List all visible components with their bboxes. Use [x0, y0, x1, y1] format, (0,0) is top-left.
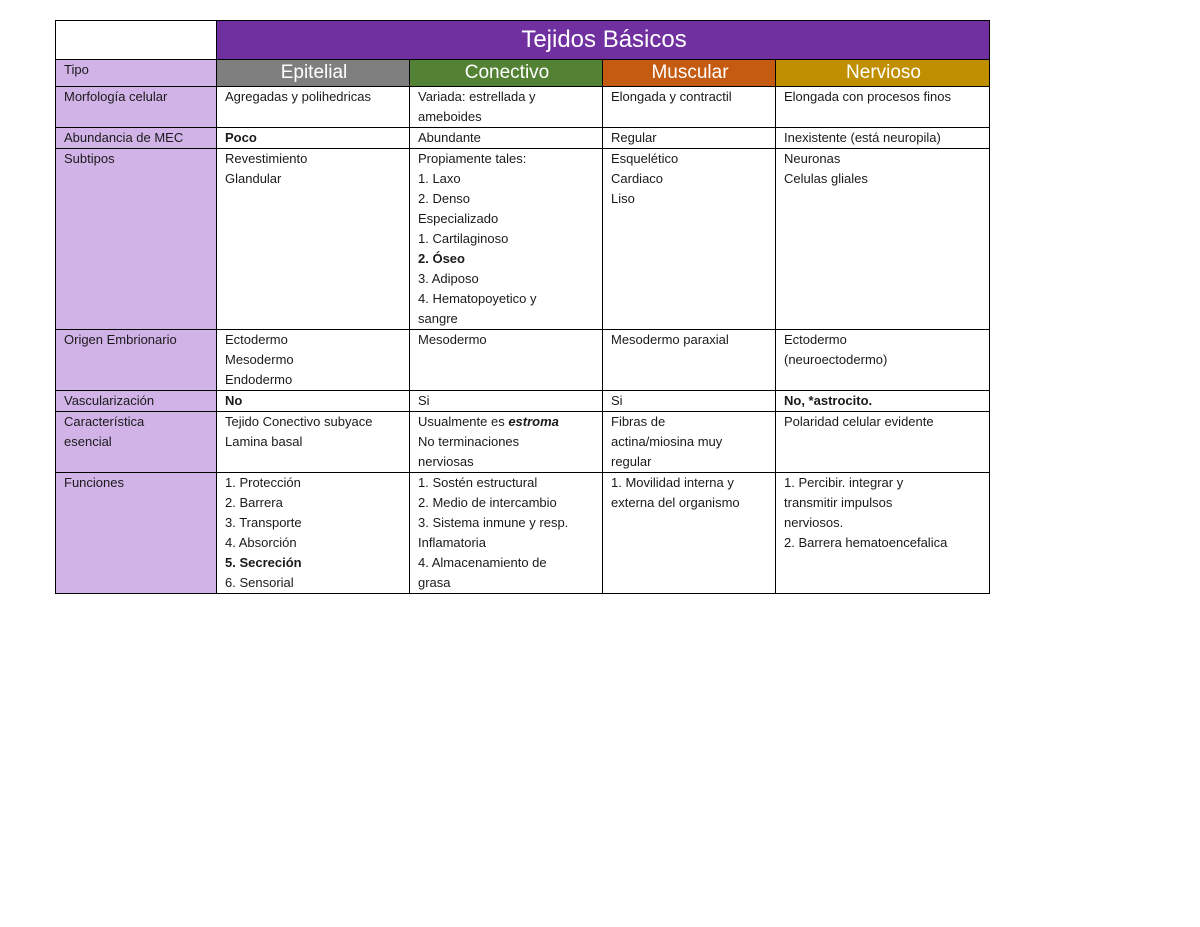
column-header-muscular: Muscular: [603, 60, 776, 87]
cell-line: Inflamatoria: [418, 535, 486, 550]
cell-line: 2. Óseo: [418, 251, 465, 266]
cell-morfologia-epitelial: [217, 87, 410, 128]
table-row: [56, 412, 990, 473]
cell-line: Glandular: [225, 171, 282, 186]
cell-funciones-nervioso: [776, 473, 990, 594]
cell-funciones-muscular: [603, 473, 776, 594]
cell-line: sangre: [418, 311, 458, 326]
cell-line: externa del organismo: [611, 495, 740, 510]
cell-line: Elongada con procesos finos: [784, 89, 951, 104]
row-label-vascularizacion: Vascularización: [56, 391, 217, 412]
cell-morfologia-nervioso: [776, 87, 990, 128]
table-title: Tejidos Básicos: [217, 21, 990, 60]
cell-line: Tejido Conectivo subyace: [225, 414, 373, 429]
cell-line: nerviosas: [418, 454, 474, 469]
cell-vasc-conectivo: [410, 391, 603, 412]
cell-subtipos-epitelial: [217, 149, 410, 330]
cell-funciones-conectivo: [410, 473, 603, 594]
row-label-funciones: Funciones: [56, 473, 217, 594]
cell-line: 6. Sensorial: [225, 575, 294, 590]
cell-line: 3. Adiposo: [418, 271, 479, 286]
cell-line: Ectodermo: [225, 332, 288, 347]
cell-line: Mesodermo: [418, 332, 487, 347]
cell-line: 1. Protección: [225, 475, 301, 490]
cell-line: No, *astrocito.: [784, 393, 873, 408]
row-label-subtipos: Subtipos: [56, 149, 217, 330]
cell-line: Revestimiento: [225, 151, 308, 166]
cell-mec-conectivo: [410, 128, 603, 149]
cell-line: No: [225, 393, 243, 408]
cell-line: Especializado: [418, 211, 499, 226]
cell-origen-nervioso: [776, 330, 990, 391]
cell-line: [418, 412, 596, 432]
row-label-origen: Origen Embrionario: [56, 330, 217, 391]
cell-caract-muscular: [603, 412, 776, 473]
cell-caract-conectivo: [410, 412, 603, 473]
table-row: [56, 128, 990, 149]
cell-line: Mesodermo paraxial: [611, 332, 729, 347]
cell-origen-muscular: [603, 330, 776, 391]
table-row: [56, 473, 990, 594]
cell-line: 5. Secreción: [225, 555, 302, 570]
cell-morfologia-muscular: [603, 87, 776, 128]
row-label-line: Característica: [64, 414, 145, 429]
column-header-nervioso: Nervioso: [776, 60, 990, 87]
cell-line: (neuroectodermo): [784, 352, 888, 367]
corner-cell: [56, 21, 217, 60]
cell-vasc-epitelial: [217, 391, 410, 412]
cell-caract-nervioso: [776, 412, 990, 473]
title-row: [56, 21, 990, 60]
cell-line: Agregadas y polihedricas: [225, 89, 371, 104]
row-label-abundancia-mec: Abundancia de MEC: [56, 128, 217, 149]
column-header-epitelial: Epitelial: [217, 60, 410, 87]
cell-line: grasa: [418, 575, 451, 590]
cell-line: actina/miosina muy: [611, 434, 723, 449]
emphasis-text: estroma: [508, 414, 559, 429]
cell-line: Variada: estrellada y: [418, 89, 536, 104]
cell-line: regular: [611, 454, 652, 469]
cell-mec-nervioso: [776, 128, 990, 149]
cell-line: 1. Sostén estructural: [418, 475, 538, 490]
cell-line: Abundante: [418, 130, 481, 145]
cell-line: Lamina basal: [225, 434, 303, 449]
table-row: [56, 87, 990, 128]
cell-line: Inexistente (está neuropila): [784, 130, 941, 145]
tejidos-table: [55, 20, 990, 594]
row-label-tipo: Tipo: [56, 60, 217, 87]
cell-line: Poco: [225, 130, 257, 145]
cell-line: 2. Barrera hematoencefalica: [784, 535, 948, 550]
cell-line: Fibras de: [611, 414, 666, 429]
table-row: [56, 391, 990, 412]
cell-line: 2. Denso: [418, 191, 471, 206]
row-label-morfologia: Morfología celular: [56, 87, 217, 128]
row-label-caracteristica: [56, 412, 217, 473]
cell-vasc-nervioso: [776, 391, 990, 412]
cell-line: Si: [611, 393, 623, 408]
cell-line: Cardiaco: [611, 171, 664, 186]
cell-morfologia-conectivo: [410, 87, 603, 128]
cell-line: Mesodermo: [225, 352, 294, 367]
cell-line: 2. Barrera: [225, 495, 283, 510]
cell-line: Celulas gliales: [784, 171, 868, 186]
cell-line: 3. Sistema inmune y resp.: [418, 515, 569, 530]
cell-subtipos-muscular: [603, 149, 776, 330]
column-header-conectivo: Conectivo: [410, 60, 603, 87]
cell-line: 2. Medio de intercambio: [418, 495, 557, 510]
cell-origen-conectivo: [410, 330, 603, 391]
cell-line: ameboides: [418, 109, 482, 124]
type-row: [56, 60, 990, 87]
cell-funciones-epitelial: [217, 473, 410, 594]
cell-vasc-muscular: [603, 391, 776, 412]
cell-text: Usualmente es: [418, 414, 509, 429]
cell-subtipos-nervioso: [776, 149, 990, 330]
cell-line: 4. Absorción: [225, 535, 297, 550]
cell-line: 1. Cartilaginoso: [418, 231, 509, 246]
cell-caract-epitelial: [217, 412, 410, 473]
row-label-line: esencial: [64, 434, 112, 449]
cell-line: nerviosos.: [784, 515, 844, 530]
cell-line: No terminaciones: [418, 434, 520, 449]
cell-subtipos-conectivo: [410, 149, 603, 330]
cell-line: Liso: [611, 191, 635, 206]
cell-line: Esquelético: [611, 151, 679, 166]
cell-line: transmitir impulsos: [784, 495, 893, 510]
cell-line: 1. Percibir. integrar y: [784, 475, 904, 490]
cell-line: Si: [418, 393, 430, 408]
cell-line: Polaridad celular evidente: [784, 414, 934, 429]
cell-mec-epitelial: [217, 128, 410, 149]
cell-line: Neuronas: [784, 151, 841, 166]
cell-line: Ectodermo: [784, 332, 847, 347]
cell-line: Endodermo: [225, 372, 293, 387]
cell-line: 4. Almacenamiento de: [418, 555, 547, 570]
cell-line: Propiamente tales:: [418, 151, 527, 166]
cell-line: 4. Hematopoyetico y: [418, 291, 537, 306]
cell-line: 1. Movilidad interna y: [611, 475, 734, 490]
cell-mec-muscular: [603, 128, 776, 149]
cell-line: 3. Transporte: [225, 515, 302, 530]
cell-line: Elongada y contractil: [611, 89, 732, 104]
table-row: [56, 330, 990, 391]
table-row: [56, 149, 990, 330]
cell-origen-epitelial: [217, 330, 410, 391]
cell-line: Regular: [611, 130, 657, 145]
cell-line: 1. Laxo: [418, 171, 461, 186]
